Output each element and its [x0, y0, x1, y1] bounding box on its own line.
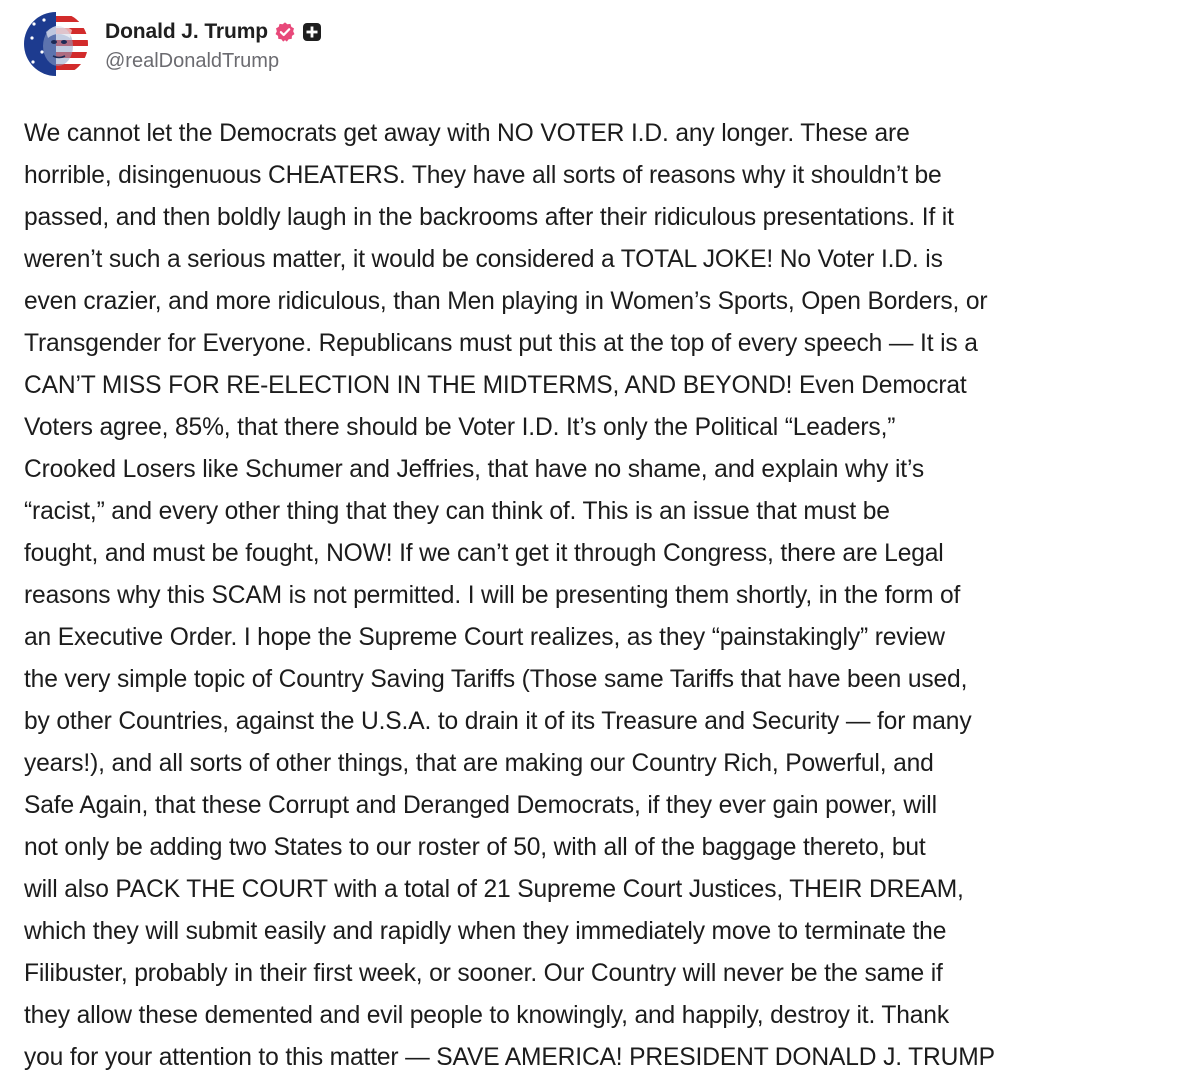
author-handle[interactable]: @realDonaldTrump: [105, 49, 280, 72]
post-text-line: reasons why this SCAM is not permitted. I will be presenting them shortly, in the form of: [24, 582, 961, 609]
post-text-line: weren’t such a serious matter, it would be considered a TOTAL JOKE! No Voter I.D. is: [24, 246, 943, 273]
post-text-line: even crazier, and more ridiculous, than Men playing in Women’s Sports, Open Borders, or: [24, 288, 988, 315]
post-text-line: the very simple topic of Country Saving Tariffs (Those same Tariffs that have been used,: [24, 666, 968, 693]
author-display-name[interactable]: Donald J. Trump: [105, 19, 269, 43]
avatar[interactable]: [24, 12, 88, 76]
post-text-line: years!), and all sorts of other things, that are making our Country Rich, Powerful, and: [24, 750, 934, 777]
post-text-line: will also PACK THE COURT with a total of 21 Supreme Court Justices, THEIR DREAM,: [24, 876, 964, 903]
verified-badge-icon: [274, 21, 296, 43]
post-body: [24, 113, 1174, 1079]
post-text-line: not only be adding two States to our roster of 50, with all of the baggage thereto, but: [24, 834, 926, 861]
post-text-line: We cannot let the Democrats get away with NO VOTER I.D. any longer. These are: [24, 120, 910, 147]
post-text-line: passed, and then boldly laugh in the backrooms after their ridiculous presentations. If it: [24, 204, 954, 231]
post-text-line: by other Countries, against the U.S.A. to drain it of its Treasure and Security — for many: [24, 708, 972, 735]
author-identity: [105, 16, 322, 73]
post-text-line: fought, and must be fought, NOW! If we can’t get it through Congress, there are Legal: [24, 540, 944, 567]
post-text-line: Crooked Losers like Schumer and Jeffries, that have no shame, and explain why it’s: [24, 456, 924, 483]
post-text-line: “racist,” and every other thing that they can think of. This is an issue that must be: [24, 498, 890, 525]
post-header: [24, 12, 322, 76]
post-text-line: CAN’T MISS FOR RE-ELECTION IN THE MIDTERMS, AND BEYOND! Even Democrat: [24, 372, 967, 399]
post-text-line: an Executive Order. I hope the Supreme Court realizes, as they “painstakingly” review: [24, 624, 945, 651]
post-text-line: you for your attention to this matter — SAVE AMERICA! PRESIDENT DONALD J. TRUMP: [24, 1044, 995, 1071]
post-text-line: Voters agree, 85%, that there should be Voter I.D. It’s only the Political “Leaders,”: [24, 414, 896, 441]
avatar-image: [24, 12, 88, 76]
post-text-line: which they will submit easily and rapidly when they immediately move to terminate the: [24, 918, 947, 945]
post-text-line: horrible, disingenuous CHEATERS. They have all sorts of reasons why it shouldn’t be: [24, 162, 942, 189]
post-text-line: they allow these demented and evil people to knowingly, and happily, destroy it. Thank: [24, 1002, 949, 1029]
post-text-line: Transgender for Everyone. Republicans must put this at the top of every speech — It is a: [24, 330, 978, 357]
post-text-line: Safe Again, that these Corrupt and Deranged Democrats, if they ever gain power, will: [24, 792, 937, 819]
name-row: [105, 16, 322, 48]
plus-square-icon: [302, 22, 322, 42]
post-text-line: Filibuster, probably in their first week, or sooner. Our Country will never be the same if: [24, 960, 943, 987]
